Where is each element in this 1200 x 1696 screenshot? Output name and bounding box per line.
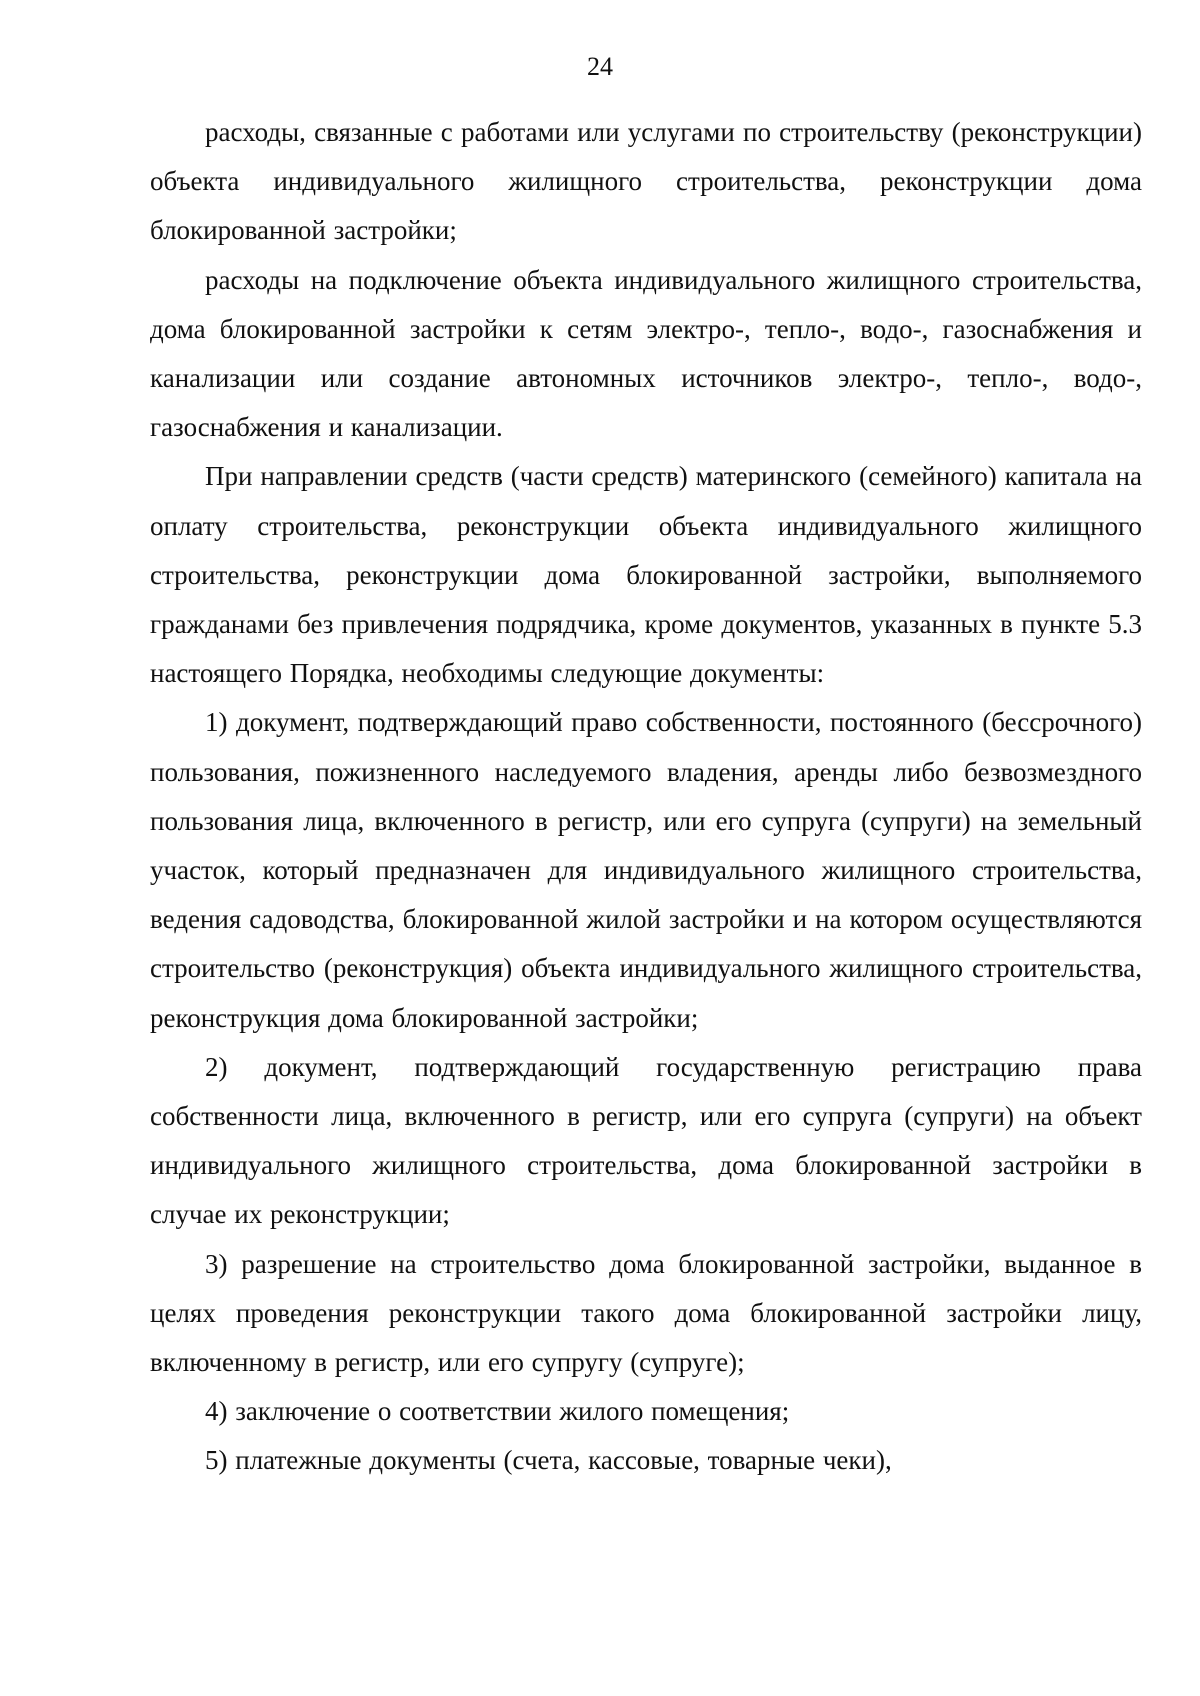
paragraph-required-documents-intro: При направлении средств (части средств) материнского (семейного) капитала на оплату строительства, реконструкции объекта индивидуального жилищного строительства, реконструкции дома блокированной застройки, выполняемого гражданами без привлечения подрядчика, кроме документов, указанных в пункте 5.3 настоящего Порядка, необходимы следующие документы: (150, 461, 1142, 689)
list-item-2-ownership-registration: 2) документ, подтверждающий государственную регистрацию права собственности лица, включенного в регистр, или его супруга (супруги) на объект индивидуального жилищного строительства, дома блокированной застройки в случае их реконструкции; (150, 1051, 1142, 1230)
list-item-3-construction-permit: 3) разрешение на строительство дома блокированной застройки, выданное в целях проведения реконструкции такого дома блокированной застройки лицу, включенному в регистр, или его супругу (супруге); (150, 1248, 1142, 1378)
list-item-1-land-rights-document: 1) документ, подтверждающий право собственности, постоянного (бессрочного) пользования, пожизненного наследуемого владения, аренды либо безвозмездного пользования лица, включенного в регистр, или его супруга (супруги) на земельный участок, который предназначен для индивидуального жилищного строительства, ведения садоводства, блокированной жилой застройки и на котором осуществляются строительство (реконструкция) объекта индивидуального жилищного строительства, реконструкция дома блокированной застройки; (150, 707, 1142, 1033)
paragraph-utility-connection-costs: расходы на подключение объекта индивидуального жилищного строительства, дома блокированной застройки к сетям электро-, тепло-, водо-, газоснабжения и канализации или создание автономных источников электро-, тепло-, водо-, газоснабжения и канализации. (150, 264, 1142, 443)
list-item-4-housing-conclusion: 4) заключение о соответствии жилого помещения; (205, 1396, 790, 1427)
document-body (150, 108, 1142, 1486)
list-item-5-payment-documents: 5) платежные документы (счета, кассовые, товарные чеки), (205, 1445, 892, 1476)
page-number: 24 (587, 52, 613, 81)
paragraph-construction-costs: расходы, связанные с работами или услугами по строительству (реконструкции) объекта индивидуального жилищного строительства, реконструкции дома блокированной застройки; (150, 117, 1142, 246)
